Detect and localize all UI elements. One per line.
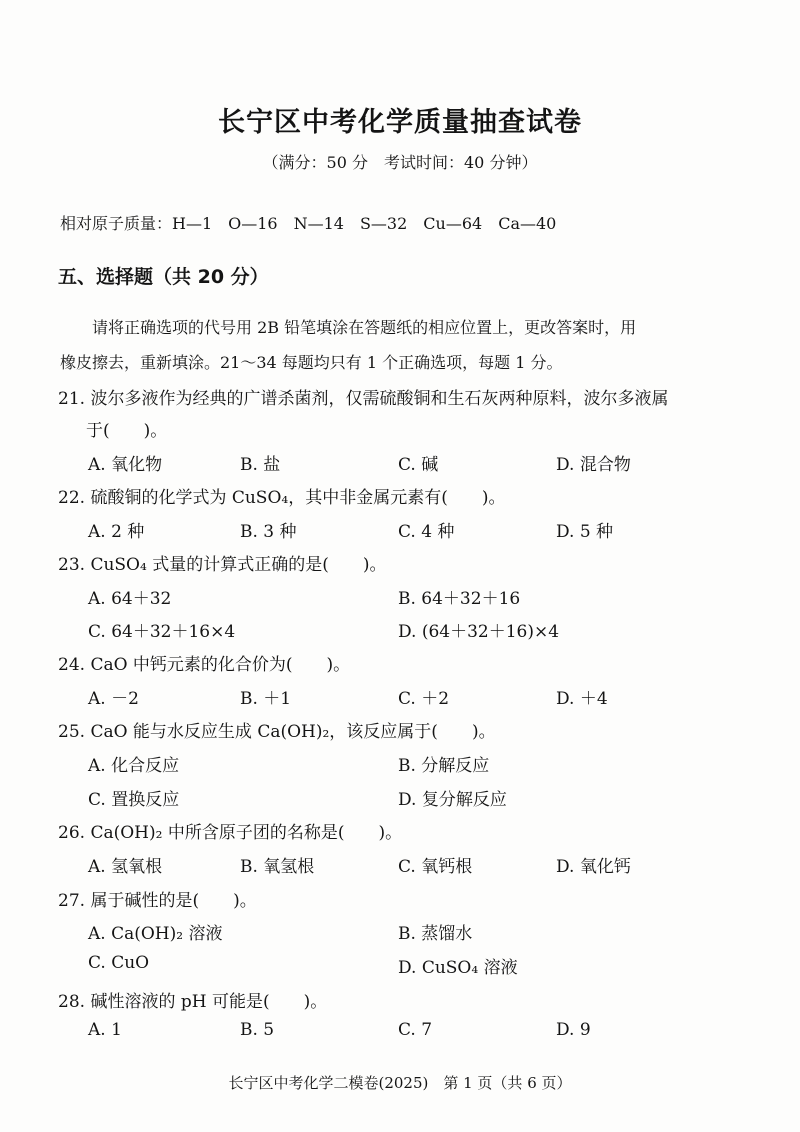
- question-21-option-c: C. 碱: [398, 455, 439, 475]
- question-27-option-c: C. CuO: [88, 953, 150, 973]
- question-28-option-a: A. 1: [88, 1020, 122, 1040]
- question-25-option-d: D. 复分解反应: [398, 790, 507, 810]
- question-25-option-a: A. 化合反应: [88, 756, 180, 776]
- question-24-option-d: D. ＋4: [556, 689, 608, 709]
- question-23-stem: 23. CuSO₄ 式量的计算式正确的是( )。: [58, 555, 387, 575]
- question-27-option-d: D. CuSO₄ 溶液: [398, 958, 518, 978]
- question-24-stem: 24. CaO 中钙元素的化合价为( )。: [58, 655, 351, 675]
- question-26-option-b: B. 氧氢根: [240, 857, 315, 877]
- question-28-option-b: B. 5: [240, 1020, 275, 1040]
- question-23-option-c: C. 64＋32＋16×4: [88, 622, 236, 642]
- question-24-option-b: B. ＋1: [240, 689, 292, 709]
- question-26-option-c: C. 氧钙根: [398, 857, 473, 877]
- question-25-option-b: B. 分解反应: [398, 756, 490, 776]
- question-27-option-b: B. 蒸馏水: [398, 924, 473, 944]
- question-21-option-d: D. 混合物: [556, 455, 631, 475]
- question-27-option-a: A. Ca(OH)₂ 溶液: [88, 924, 223, 944]
- question-23-option-a: A. 64＋32: [88, 589, 172, 609]
- question-24-option-a: A. －2: [88, 689, 139, 709]
- question-25-stem: 25. CaO 能与水反应生成 Ca(OH)₂，该反应属于( )。: [58, 722, 496, 742]
- question-22-option-c: C. 4 种: [398, 522, 455, 542]
- question-23-option-b: B. 64＋32＋16: [398, 589, 521, 609]
- question-27-stem: 27. 属于碱性的是( )。: [58, 891, 257, 911]
- question-22-option-d: D. 5 种: [556, 522, 614, 542]
- question-22-option-b: B. 3 种: [240, 522, 297, 542]
- question-22-option-a: A. 2 种: [88, 522, 145, 542]
- page-footer: 长宁区中考化学二模卷(2025) 第 1 页（共 6 页）: [228, 1074, 572, 1092]
- page-title: 长宁区中考化学质量抽查试卷: [218, 107, 582, 138]
- question-26-stem: 26. Ca(OH)₂ 中所含原子团的名称是( )。: [58, 823, 403, 843]
- question-23-option-d: D. (64＋32＋16)×4: [398, 622, 560, 642]
- question-28-option-d: D. 9: [556, 1020, 591, 1040]
- question-24-option-c: C. ＋2: [398, 689, 450, 709]
- exam-info: （满分：50 分 考试时间：40 分钟）: [262, 153, 538, 172]
- atomic-masses: 相对原子质量：H—1 O—16 N—14 S—32 Cu—64 Ca—40: [60, 214, 557, 233]
- question-28-stem: 28. 碱性溶液的 pH 可能是( )。: [58, 992, 328, 1012]
- question-21-stem-cont: 于( )。: [86, 421, 168, 441]
- question-28-option-c: C. 7: [398, 1020, 433, 1040]
- section-title: 五、选择题（共 20 分）: [58, 266, 269, 288]
- question-22-stem: 22. 硫酸铜的化学式为 CuSO₄，其中非金属元素有( )。: [58, 488, 506, 508]
- question-21-stem: 21. 波尔多液作为经典的广谱杀菌剂，仅需硫酸铜和生石灰两种原料，波尔多液属: [58, 389, 669, 409]
- question-26-option-d: D. 氧化钙: [556, 857, 631, 877]
- instruction-line-1: 请将正确选项的代号用 2B 铅笔填涂在答题纸的相应位置上，更改答案时，用: [92, 318, 637, 337]
- question-21-option-a: A. 氧化物: [88, 455, 163, 475]
- question-25-option-c: C. 置换反应: [88, 790, 180, 810]
- question-21-option-b: B. 盐: [240, 455, 281, 475]
- instruction-line-2: 橡皮擦去，重新填涂。21～34 每题均只有 1 个正确选项，每题 1 分。: [60, 353, 563, 372]
- question-26-option-a: A. 氢氧根: [88, 857, 163, 877]
